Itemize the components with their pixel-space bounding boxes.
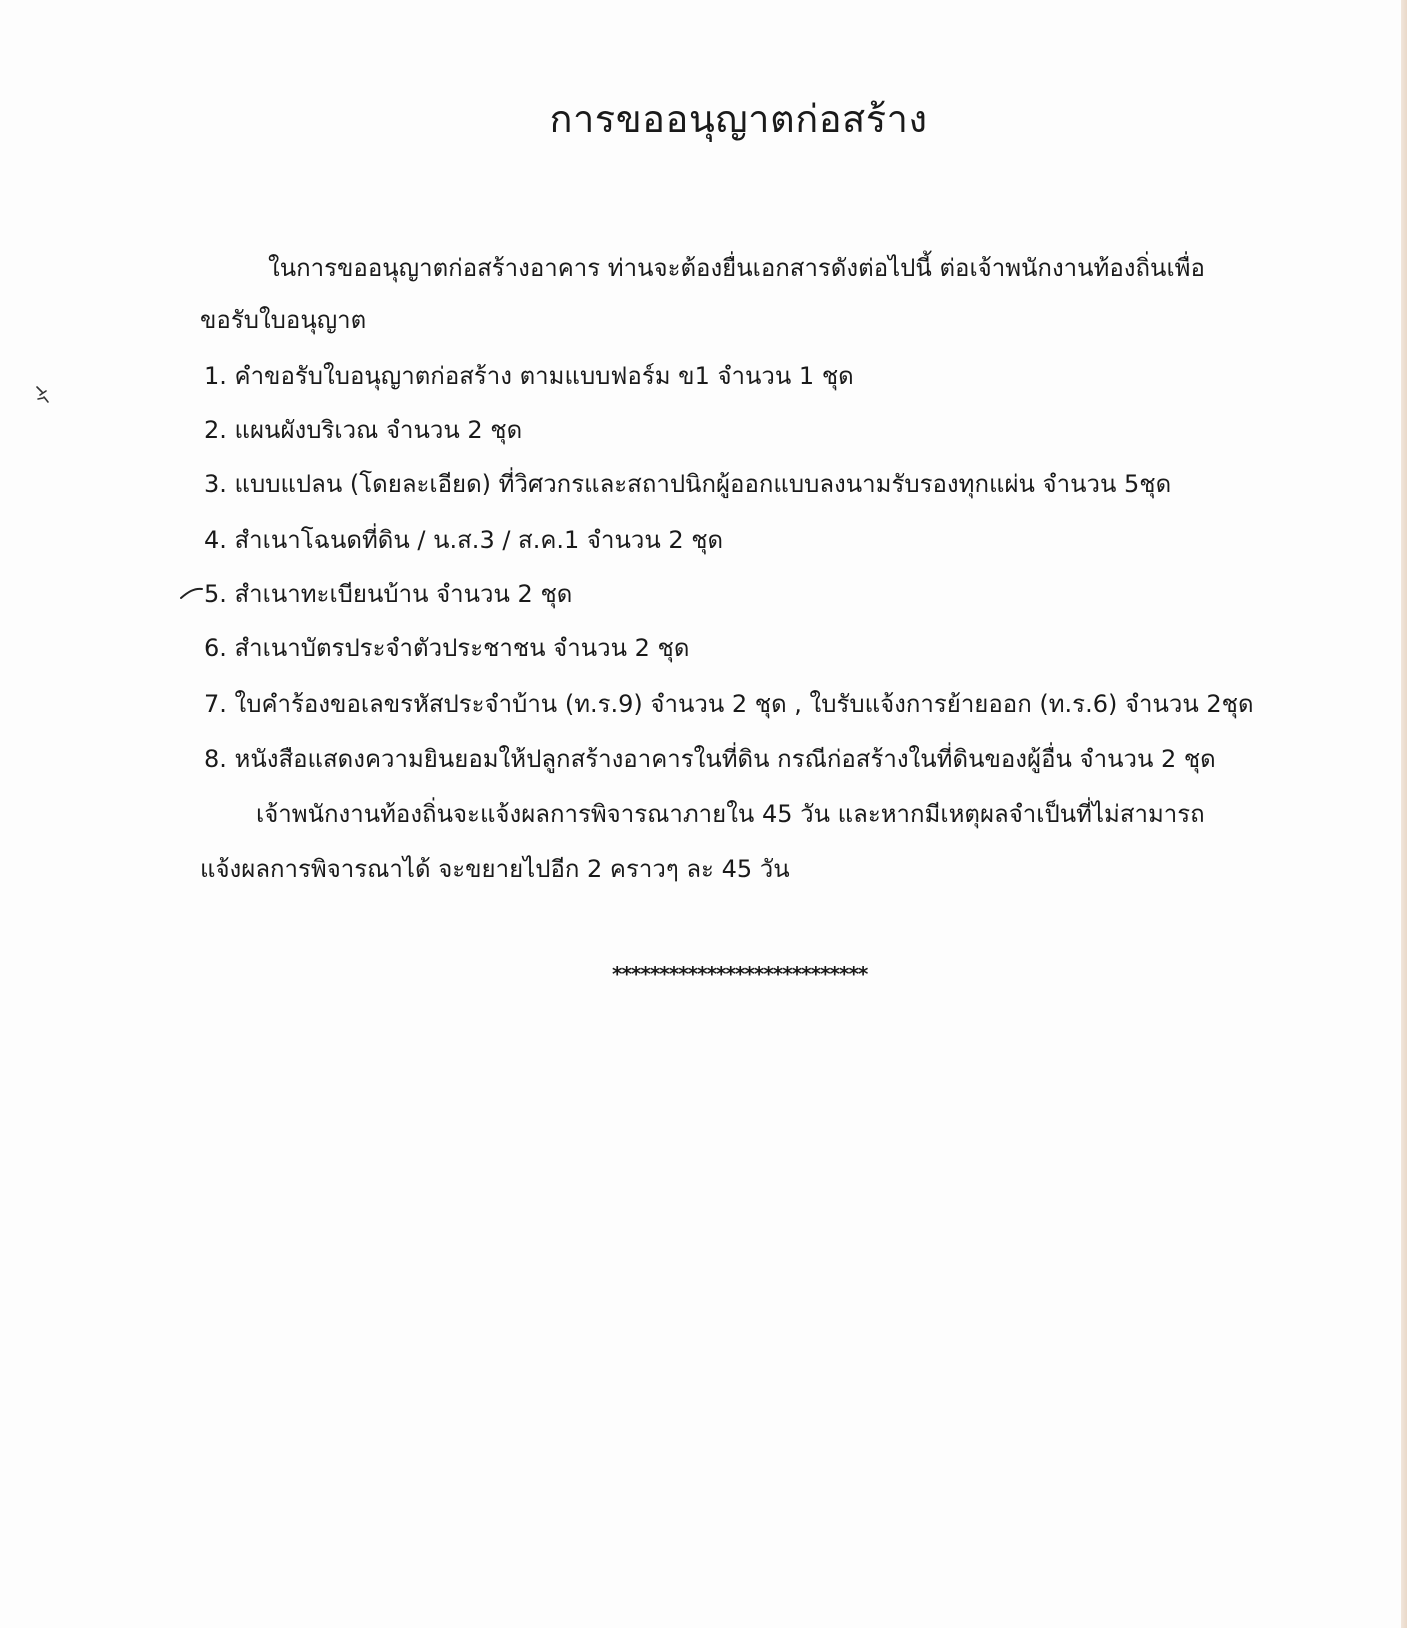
ink-scribble-icon bbox=[34, 383, 54, 405]
closing-paragraph-line-2: แจ้งผลการพิจารณาได้ จะขยายไปอีก 2 คราวๆ ละ 45 วัน bbox=[200, 855, 790, 883]
list-item: 3. แบบแปลน (โดยละเอียด) ที่วิศวกรและสถาปนิกผู้ออกแบบลงนามรับรองทุกแผ่น จำนวน 5ชุด bbox=[204, 470, 1172, 498]
separator-asterisks: *************************** bbox=[612, 962, 868, 986]
list-item: 8. หนังสือแสดงความยินยอมให้ปลูกสร้างอาคารในที่ดิน กรณีก่อสร้างในที่ดินของผู้อื่น จำนวน 2 ชุด bbox=[204, 745, 1216, 773]
list-item: 7. ใบคำร้องขอเลขรหัสประจำบ้าน (ท.ร.9) จำนวน 2 ชุด , ใบรับแจ้งการย้ายออก (ท.ร.6) จำนวน 2ชุด bbox=[204, 690, 1254, 718]
closing-paragraph-line-1: เจ้าพนักงานท้องถิ่นจะแจ้งผลการพิจารณาภายใน 45 วัน และหากมีเหตุผลจำเป็นที่ไม่สามารถ bbox=[256, 800, 1205, 828]
pen-check-mark-icon bbox=[180, 586, 210, 600]
list-item: 4. สำเนาโฉนดที่ดิน / น.ส.3 / ส.ค.1 จำนวน 2 ชุด bbox=[204, 526, 724, 554]
intro-paragraph-line-1: ในการขออนุญาตก่อสร้างอาคาร ท่านจะต้องยื่นเอกสารดังต่อไปนี้ ต่อเจ้าพนักงานท้องถิ่นเพื่อ bbox=[268, 254, 1205, 282]
paper-edge bbox=[1401, 0, 1407, 1628]
list-item: 2. แผนผังบริเวณ จำนวน 2 ชุด bbox=[204, 416, 523, 444]
intro-paragraph-line-2: ขอรับใบอนุญาต bbox=[200, 306, 367, 334]
list-item: 5. สำเนาทะเบียนบ้าน จำนวน 2 ชุด bbox=[204, 580, 573, 608]
page-title: การขออนุญาตก่อสร้าง bbox=[549, 97, 928, 141]
list-item: 6. สำเนาบัตรประจำตัวประชาชน จำนวน 2 ชุด bbox=[204, 634, 690, 662]
list-item: 1. คำขอรับใบอนุญาตก่อสร้าง ตามแบบฟอร์ม ข1 จำนวน 1 ชุด bbox=[204, 362, 854, 390]
